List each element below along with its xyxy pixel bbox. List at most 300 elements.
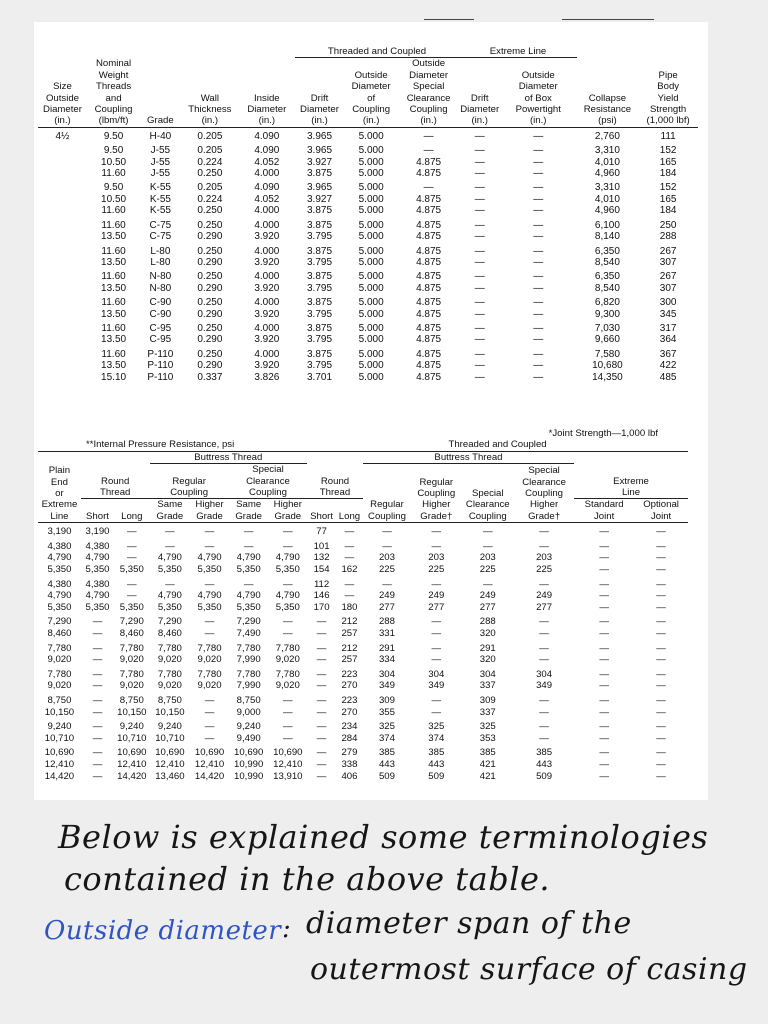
table-cell: —: [599, 747, 609, 759]
table-cell: 4.000: [254, 168, 280, 180]
table-cell: 0.205: [197, 182, 223, 194]
table-cell: 7,490: [236, 628, 261, 639]
table-cell: —: [474, 271, 485, 283]
table-cell: —: [656, 654, 666, 666]
table-cell: 225: [378, 564, 395, 576]
table-cell: 3.875: [307, 245, 333, 257]
table-cell: J-55: [150, 168, 171, 180]
table-cell: —: [599, 680, 609, 692]
table-cell: 5.000: [358, 282, 384, 294]
table-cell: 10,150: [44, 706, 75, 718]
table-cell: 3.920: [254, 282, 280, 294]
table-cell: 10,680: [592, 360, 623, 372]
table-cell: 5,350: [157, 564, 182, 576]
handwritten-note-line1: Below is explained some terminologies: [58, 818, 709, 856]
table-cell: 267: [659, 271, 677, 283]
table-cell: 9,020: [157, 654, 182, 666]
table-cell: 9.50: [103, 182, 124, 194]
table-cell: 12,410: [194, 758, 225, 770]
table-cell: —: [656, 732, 666, 744]
table-cell: 4.875: [416, 308, 442, 320]
table-cell: 111: [660, 130, 676, 142]
table-cell: [38, 243, 87, 257]
table-cell: —: [599, 668, 609, 680]
table-row: [38, 194, 698, 205]
sub-column-header: Short: [81, 499, 114, 523]
table-cell: 4.000: [254, 219, 280, 231]
table-row: [38, 564, 688, 576]
table-cell: [38, 320, 87, 334]
table-cell: 132: [313, 552, 330, 564]
table-row: [38, 576, 688, 591]
sub-column-header: Same Grade: [229, 499, 269, 523]
table-cell: —: [316, 721, 327, 733]
table-cell: —: [539, 540, 549, 552]
table-cell: 5.000: [358, 145, 384, 157]
table-cell: 5,350: [47, 564, 72, 576]
table-cell: —: [656, 590, 666, 602]
table-cell: 4.090: [254, 130, 280, 142]
round-thread-joint-header: Round Thread: [307, 464, 363, 499]
table-cell: 7,290: [119, 616, 144, 628]
table-cell: 0.250: [197, 322, 223, 334]
table-cell: 4,790: [236, 552, 261, 564]
table-cell: 7,780: [236, 668, 261, 680]
table-cell: 374: [428, 732, 445, 744]
table-row: [38, 733, 688, 745]
handwritten-definition-part1: diameter span of the: [306, 906, 632, 941]
table-cell: 10,710: [44, 732, 75, 744]
table-cell: —: [533, 182, 544, 194]
table-cell: —: [316, 694, 327, 706]
table-row: [38, 602, 688, 614]
table-cell: 3.965: [307, 130, 333, 142]
buttress-thread-right: Buttress Thread: [363, 451, 574, 463]
table-cell: 267: [659, 245, 677, 257]
table-cell: 5,350: [275, 601, 300, 613]
table-row: [38, 294, 698, 308]
table-cell: 9.50: [103, 145, 124, 157]
table-cell: —: [474, 256, 485, 268]
table-cell: 9,020: [197, 654, 222, 666]
table-cell: 14,420: [117, 770, 147, 782]
table-cell: —: [316, 616, 327, 628]
table-cell: 385: [428, 747, 445, 759]
table-cell: —: [344, 552, 355, 564]
table-cell: —: [599, 564, 609, 576]
column-header: Outside Diameter of Coupling (in.): [345, 58, 398, 127]
table-cell: 10,690: [194, 747, 225, 759]
table-cell: 5,350: [85, 564, 110, 576]
table-row: [38, 268, 698, 282]
table-cell: —: [243, 526, 254, 538]
table-cell: 10,710: [155, 732, 185, 744]
table-cell: C-95: [149, 322, 172, 334]
table-cell: —: [316, 668, 327, 680]
table-row: [38, 707, 688, 719]
table-cell: —: [92, 694, 103, 706]
table-cell: 4.875: [416, 282, 442, 294]
table-cell: —: [204, 526, 215, 538]
table-cell: —: [431, 706, 442, 718]
table-cell: 8,460: [47, 628, 72, 639]
table-cell: [38, 283, 87, 294]
table-row: [38, 205, 698, 216]
table-cell: —: [283, 616, 293, 628]
table-cell: —: [539, 616, 549, 628]
table-cell: 9,020: [157, 680, 182, 692]
table-cell: —: [656, 694, 666, 706]
table-cell: 5,350: [85, 601, 110, 613]
table-cell: 4,960: [594, 205, 620, 217]
table-cell: 5.000: [358, 156, 384, 168]
table-cell: 5,350: [119, 601, 144, 613]
table-cell: —: [474, 168, 485, 180]
table-cell: —: [533, 334, 544, 346]
table-cell: 0.290: [197, 282, 223, 294]
table-cell: 4.000: [254, 297, 280, 309]
table-cell: 4.000: [254, 322, 280, 334]
table-cell: 4.090: [254, 145, 280, 157]
table-cell: —: [533, 348, 544, 360]
table-cell: —: [92, 680, 103, 692]
table-cell: 5.000: [358, 231, 384, 243]
table-cell: 7,780: [157, 668, 182, 680]
table-cell: 291: [479, 642, 496, 654]
table-cell: —: [283, 694, 293, 706]
table-cell: 3.875: [307, 168, 333, 180]
table-cell: K-55: [149, 193, 171, 205]
table-cell: —: [243, 540, 254, 552]
table-cell: 284: [341, 732, 358, 744]
table-cell: 9,240: [47, 721, 72, 733]
table-cell: —: [533, 168, 544, 180]
table-cell: —: [482, 578, 493, 590]
table-cell: —: [533, 156, 544, 168]
table-cell: —: [656, 642, 666, 654]
table-cell: 8,750: [236, 694, 261, 706]
table-cell: 0.290: [197, 231, 223, 243]
table-cell: —: [599, 654, 609, 666]
column-header: Nominal Weight Threads and Coupling (lbm/ft): [87, 58, 140, 127]
table-cell: 4.000: [254, 205, 280, 217]
table-cell: 4.875: [416, 219, 442, 231]
internal-pressure-title: **Internal Pressure Resistance, psi: [38, 439, 307, 451]
table-cell: 279: [341, 747, 358, 759]
table-cell: 14,350: [592, 371, 623, 383]
table-cell: 165: [659, 156, 677, 168]
table-cell: 0.250: [197, 297, 223, 309]
table-cell: —: [127, 590, 137, 602]
table-cell: 5,350: [119, 564, 144, 576]
table-cell: 7,780: [197, 642, 222, 654]
table-cell: 10,690: [44, 747, 75, 759]
table-cell: —: [539, 642, 549, 654]
table-cell: 4,960: [594, 168, 620, 180]
table-cell: 154: [313, 564, 330, 576]
table-cell: —: [431, 616, 442, 628]
table-cell: —: [599, 601, 609, 613]
table-cell: 9,660: [594, 334, 620, 346]
table-row: [38, 590, 688, 602]
table-cell: 291: [378, 642, 395, 654]
table-row: [38, 309, 698, 320]
table-cell: —: [316, 732, 327, 744]
table-cell: 4,790: [157, 590, 182, 602]
table-cell: [38, 168, 87, 179]
table-cell: 0.250: [197, 219, 223, 231]
table-cell: 0.250: [197, 168, 223, 180]
table-cell: —: [599, 616, 609, 628]
table-cell: 4.052: [254, 156, 280, 168]
table-cell: 9,490: [236, 732, 261, 744]
table-cell: 7,290: [236, 616, 261, 628]
table-cell: 203: [378, 552, 395, 564]
table-cell: —: [316, 642, 327, 654]
table-cell: 0.290: [197, 256, 223, 268]
table-cell: 270: [341, 706, 358, 718]
table-cell: —: [344, 590, 355, 602]
threaded-coupled-title: Threaded and Coupled: [307, 439, 688, 451]
table-cell: 4.000: [254, 271, 280, 283]
table-row: [38, 666, 688, 681]
table-cell: 7,780: [119, 642, 144, 654]
table-cell: P-110: [147, 371, 174, 383]
table-cell: 6,820: [594, 297, 620, 309]
table-row: [38, 334, 698, 345]
table-cell: [38, 205, 87, 216]
table-cell: 385: [536, 747, 553, 759]
table-cell: —: [474, 245, 485, 257]
table-cell: 509: [378, 770, 395, 782]
table-cell: 257: [341, 628, 358, 639]
special-higher-grade-header: Special Clearance Coupling Higher Grade†: [514, 464, 574, 523]
buttress-thread-left: Buttress Thread: [150, 451, 308, 463]
table-cell: 0.224: [197, 156, 223, 168]
table-cell: 9,020: [119, 654, 144, 666]
table-cell: —: [92, 654, 103, 666]
table-cell: 309: [378, 694, 395, 706]
table-cell: 4,380: [47, 540, 72, 552]
table-cell: 0.290: [197, 360, 223, 372]
table-cell: —: [127, 526, 137, 538]
table-cell: 9.50: [103, 130, 124, 142]
table-row: [38, 217, 698, 231]
table-cell: —: [474, 282, 485, 294]
table-cell: 9,020: [275, 654, 300, 666]
table-cell: —: [92, 732, 103, 744]
table-cell: —: [431, 540, 442, 552]
special-clearance-joint-header: Special Clearance Coupling: [462, 464, 515, 523]
table-row: [38, 628, 688, 640]
table-cell: 10,150: [155, 706, 185, 718]
table-row: [38, 168, 698, 179]
table-cell: 443: [536, 758, 553, 770]
table-cell: 249: [536, 590, 553, 602]
table-cell: P-110: [147, 348, 174, 360]
table-cell: 0.290: [197, 334, 223, 346]
table-cell: —: [474, 371, 485, 383]
table-cell: 14,420: [44, 770, 75, 782]
table-cell: —: [316, 770, 327, 782]
table-cell: 11.60: [101, 322, 126, 334]
table-cell: 5.000: [358, 245, 384, 257]
table-cell: 0.205: [197, 145, 223, 157]
table-cell: 307: [659, 256, 677, 268]
table-cell: —: [474, 219, 485, 231]
table-cell: 288: [378, 616, 395, 628]
table-cell: P-110: [147, 360, 174, 372]
table-cell: 7,780: [275, 668, 300, 680]
table-row: [38, 613, 688, 628]
table-cell: —: [127, 552, 137, 564]
table-cell: —: [316, 628, 327, 639]
table-cell: N-80: [149, 282, 172, 294]
table-cell: —: [533, 371, 544, 383]
table-cell: 5.000: [358, 348, 384, 360]
table-cell: —: [283, 721, 293, 733]
table-row: [38, 142, 698, 156]
table-cell: 4,010: [594, 156, 620, 168]
table-cell: 4.875: [416, 371, 442, 383]
table-cell: 8,540: [594, 282, 620, 294]
table-cell: [38, 346, 87, 360]
table-cell: 11.60: [101, 271, 126, 283]
table-cell: 9,000: [236, 706, 261, 718]
table-cell: 5.000: [358, 205, 384, 217]
table-cell: 4.000: [254, 245, 280, 257]
table-cell: —: [431, 526, 442, 538]
table-cell: 11.60: [101, 348, 126, 360]
table-cell: —: [92, 668, 103, 680]
table-cell: —: [474, 297, 485, 309]
table-cell: —: [204, 732, 215, 744]
table-cell: —: [656, 526, 666, 538]
table-cell: 11.60: [101, 219, 126, 231]
table-cell: 337: [479, 706, 496, 718]
table-row: [38, 538, 688, 553]
table-cell: —: [533, 219, 544, 231]
table-cell: 257: [341, 654, 358, 666]
table-cell: —: [431, 642, 442, 654]
table-cell: 345: [659, 308, 677, 320]
table-cell: 4.875: [416, 168, 442, 180]
table-row: [38, 127, 698, 142]
table-cell: —: [533, 205, 544, 217]
column-header: Grade: [140, 58, 180, 127]
special-clearance-header: Special Clearance Coupling: [229, 464, 307, 499]
table-cell: —: [656, 747, 666, 759]
table-cell: 0.205: [197, 130, 223, 142]
table-cell: —: [599, 552, 609, 564]
handwritten-colon: :: [282, 914, 292, 944]
column-header: Outside Diameter of Box Powertight (in.): [500, 58, 577, 127]
table-cell: [38, 179, 87, 193]
table-cell: C-90: [149, 308, 172, 320]
table-cell: J-55: [150, 156, 171, 168]
table-cell: [38, 294, 87, 308]
table-cell: 203: [428, 552, 445, 564]
table-cell: 5.000: [358, 322, 384, 334]
table-cell: 13.50: [101, 308, 127, 320]
table-row: [38, 744, 688, 759]
regular-coupling-header: Regular Coupling: [150, 464, 229, 499]
table-cell: 5.000: [358, 168, 384, 180]
table-cell: 8,140: [594, 231, 620, 243]
table-cell: 300: [659, 297, 677, 309]
table-cell: —: [533, 231, 544, 243]
table-cell: 10.50: [101, 193, 127, 205]
table-cell: [38, 142, 87, 156]
table-row: [38, 257, 698, 268]
table-cell: —: [599, 578, 609, 590]
table-cell: 320: [479, 628, 496, 639]
table-cell: 10,990: [234, 770, 264, 782]
column-header: Pipe Body Yield Strength (1,000 lbf): [638, 58, 698, 127]
table-cell: —: [431, 654, 442, 666]
table-cell: 3.965: [307, 182, 333, 194]
table-cell: 307: [659, 282, 677, 294]
table-cell: 9,020: [47, 654, 72, 666]
table-row: [38, 320, 698, 334]
table-cell: 112: [313, 578, 330, 590]
table-cell: —: [539, 732, 549, 744]
table-row: [38, 552, 688, 564]
table-cell: —: [539, 526, 549, 538]
table-cell: —: [599, 706, 609, 718]
table-cell: —: [204, 628, 215, 639]
table-cell: 9,240: [157, 721, 182, 733]
table-cell: —: [92, 758, 103, 770]
table-row: [38, 771, 688, 783]
table-cell: 8,750: [157, 694, 182, 706]
table-cell: —: [599, 758, 609, 770]
table-cell: K-55: [149, 205, 171, 217]
table-cell: 317: [659, 322, 677, 334]
table-cell: 13.50: [101, 282, 127, 294]
table-cell: 5,350: [197, 564, 222, 576]
table-cell: 10,990: [234, 758, 264, 770]
table-cell: 4,380: [85, 540, 110, 552]
table-cell: 0.250: [197, 205, 223, 217]
table-cell: —: [92, 628, 103, 639]
casing-properties-table: [38, 46, 698, 383]
sub-column-header: Same Grade: [150, 499, 191, 523]
table-cell: 3.927: [307, 156, 333, 168]
table-cell: 234: [341, 721, 358, 733]
table-cell: 5.000: [358, 271, 384, 283]
table-cell: —: [474, 193, 485, 205]
table-cell: —: [533, 271, 544, 283]
table-cell: —: [656, 616, 666, 628]
table-cell: —: [204, 616, 215, 628]
table-cell: —: [599, 642, 609, 654]
table-cell: 212: [341, 642, 358, 654]
table-cell: 3,190: [47, 526, 72, 538]
table-cell: —: [127, 578, 137, 590]
table-cell: —: [431, 578, 442, 590]
table-cell: —: [92, 770, 103, 782]
table-cell: —: [243, 578, 254, 590]
handwritten-term-outside-diameter: Outside diameter: [44, 916, 282, 946]
table-cell: —: [599, 732, 609, 744]
table-row: [38, 231, 698, 242]
table-cell: 0.337: [197, 371, 223, 383]
table-cell: 7,780: [236, 642, 261, 654]
table-cell: 184: [659, 205, 677, 217]
table-cell: —: [656, 668, 666, 680]
table-cell: 3.920: [254, 256, 280, 268]
